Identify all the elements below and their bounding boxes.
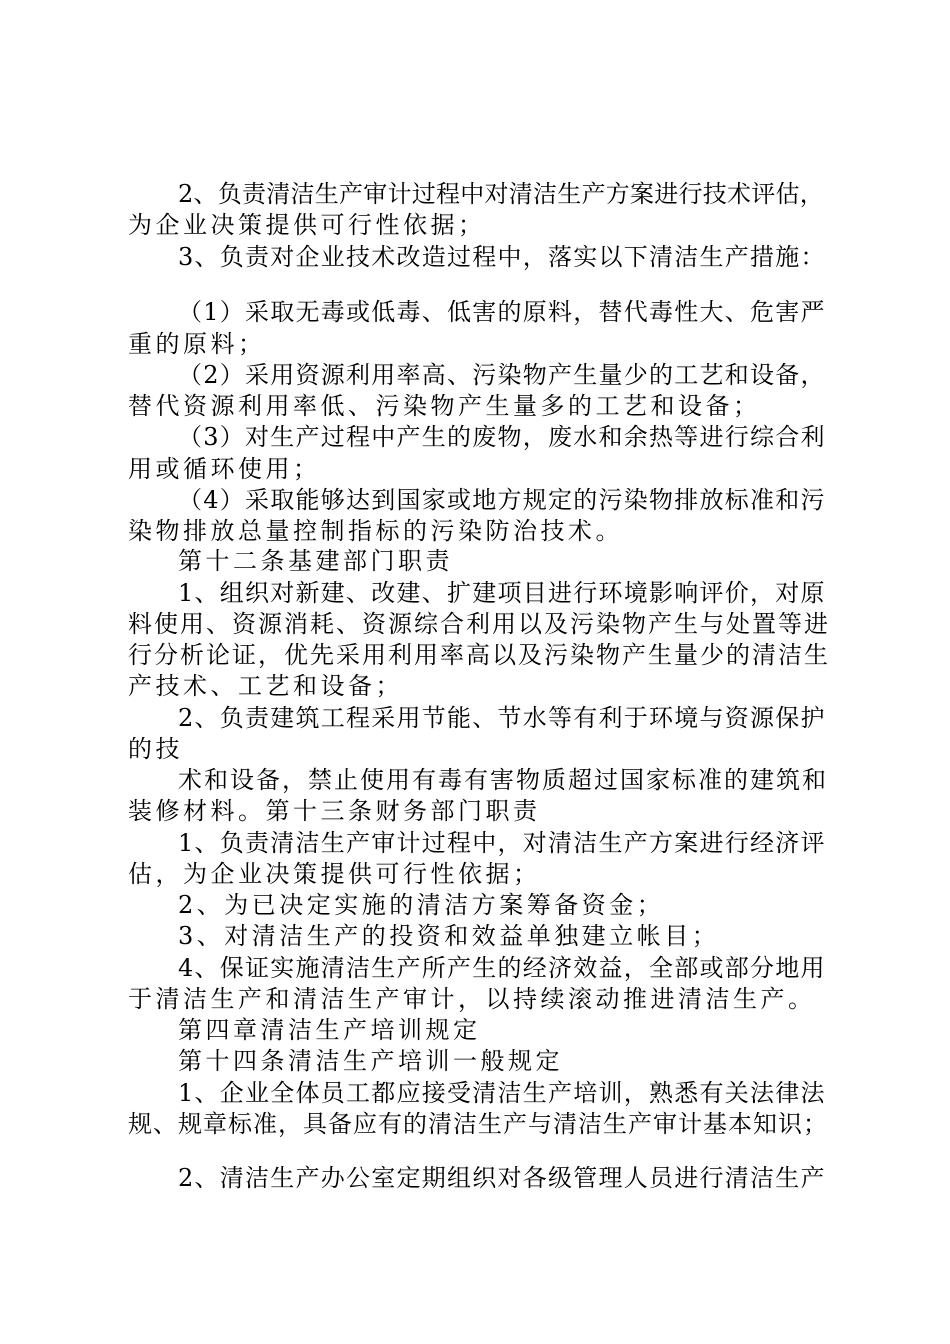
- text-line: （4）采取能够达到国家或地方规定的污染物排放标准和污: [178, 486, 826, 514]
- text-line: 2、清洁生产办公室定期组织对各级管理人员进行清洁生产: [178, 1164, 826, 1192]
- text-line: 为企业决策提供可行性依据；: [128, 211, 486, 239]
- text-line: 2、负责清洁生产审计过程中对清洁生产方案进行技术评估，: [178, 180, 825, 208]
- text-line: 1、企业全体员工都应接受清洁生产培训，熟悉有关法律法: [178, 1079, 826, 1107]
- text-line: 估，为企业决策提供可行性依据；: [128, 860, 541, 888]
- text-line: 替代资源利用率低、污染物产生量多的工艺和设备；: [128, 392, 761, 420]
- text-line: （2）采用资源利用率高、污染物产生量少的工艺和设备，: [178, 361, 826, 389]
- text-line: 2、为已决定实施的清洁方案筹备资金；: [178, 891, 665, 919]
- text-line: （3）对生产过程中产生的废物，废水和余热等进行综合利: [178, 423, 826, 451]
- text-line: 料使用、资源消耗、资源综合利用以及污染物产生与处置等进: [128, 610, 830, 638]
- text-line: 的技: [128, 735, 183, 763]
- chapter-heading: 第四章清洁生产培训规定: [178, 1016, 481, 1044]
- text-line: 术和设备，禁止使用有毒有害物质超过国家标准的建筑和: [178, 766, 828, 794]
- text-line: 1、组织对新建、改建、扩建项目进行环境影响评价，对原: [178, 579, 826, 607]
- text-line: 产技术、工艺和设备；: [128, 672, 403, 700]
- text-line: 行分析论证，优先采用利用率高以及污染物产生量少的清洁生: [128, 641, 830, 669]
- text-line: 3、对清洁生产的投资和效益单独建立帐目；: [178, 922, 720, 950]
- text-line: 重的原料；: [128, 330, 266, 358]
- text-line: 4、保证实施清洁生产所产生的经济效益，全部或部分地用: [178, 954, 826, 982]
- text-line: 1、负责清洁生产审计过程中，对清洁生产方案进行经济评: [178, 829, 826, 857]
- section-heading: 第十四条清洁生产培训一般规定: [178, 1047, 563, 1075]
- text-line: 装修材料。第十三条财务部门职责: [128, 797, 541, 825]
- text-line: 2、负责建筑工程采用节能、节水等有利于环境与资源保护: [178, 704, 826, 732]
- text-line: 用或循环使用；: [128, 455, 321, 483]
- text-line: 染物排放总量控制指标的污染防治技术。: [128, 517, 623, 545]
- text-line: 规、规章标准，具备应有的清洁生产与清洁生产审计基本知识；: [128, 1110, 828, 1138]
- text-line: 于清洁生产和清洁生产审计，以持续滚动推进清洁生产。: [128, 985, 816, 1013]
- section-heading: 第十二条基建部门职责: [178, 547, 453, 575]
- text-line: （1）采取无毒或低毒、低害的原料，替代毒性大、危害严: [178, 298, 826, 326]
- text-line: 3、负责对企业技术改造过程中，落实以下清洁生产措施：: [178, 243, 826, 271]
